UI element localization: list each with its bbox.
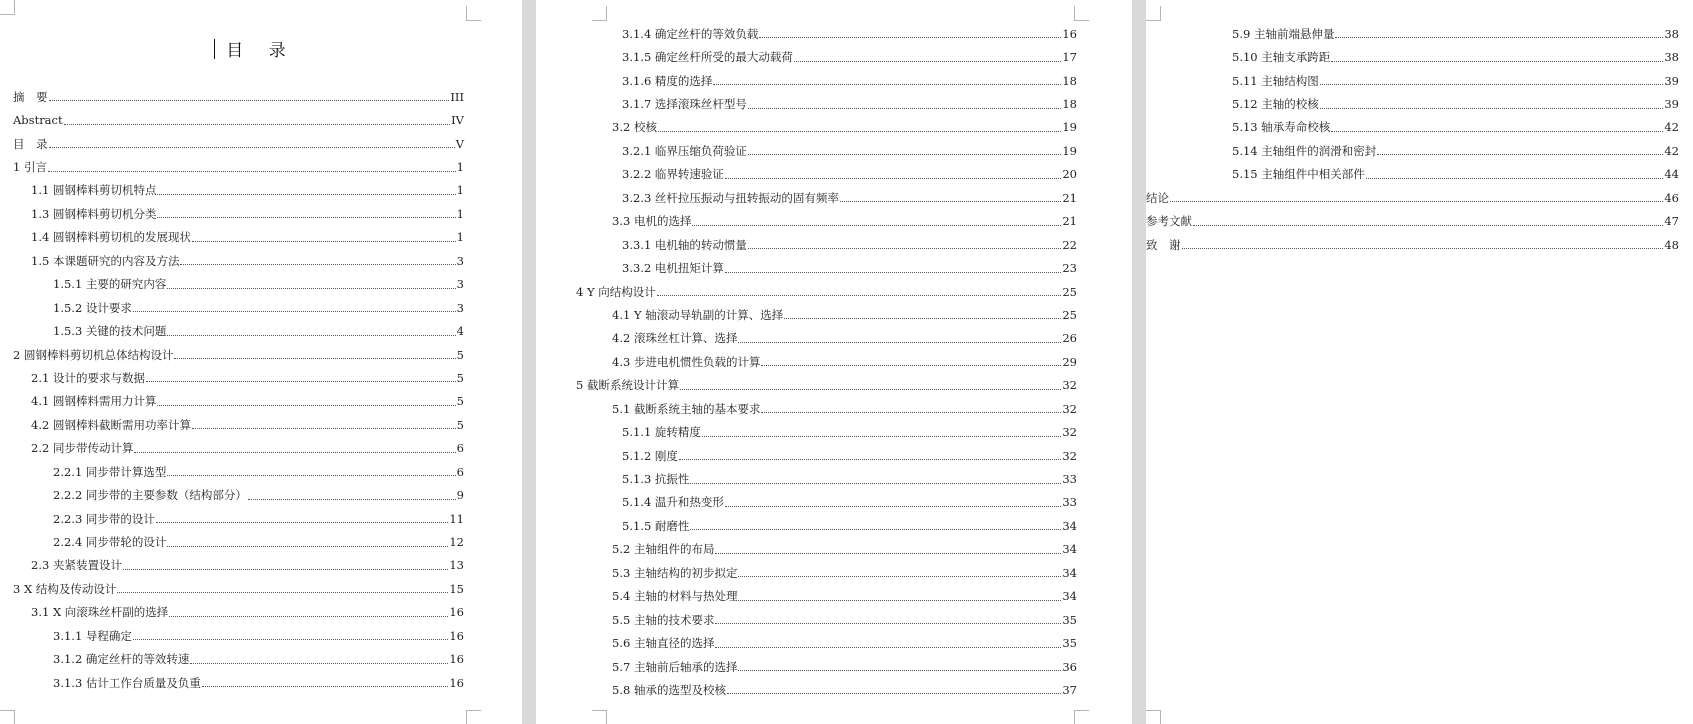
toc-entry-title: 2.2 同步带传动计算 xyxy=(31,441,134,456)
toc-entry[interactable] xyxy=(13,319,464,342)
toc-entry[interactable] xyxy=(622,45,1077,68)
page-corner-mark xyxy=(466,710,481,724)
toc-dot-leader xyxy=(202,686,448,687)
toc-entry-title: 5.6 主轴直径的选择 xyxy=(612,636,715,651)
toc-entry-title: 4.1 圆钢棒料需用力计算 xyxy=(31,394,157,409)
toc-entry-page-number: 1 xyxy=(456,230,464,245)
toc-entry[interactable] xyxy=(622,163,1077,186)
toc-entry-page-number: 32 xyxy=(1062,378,1077,393)
toc-entry-page-number: 17 xyxy=(1062,50,1077,65)
toc-entry[interactable] xyxy=(622,22,1077,45)
toc-dot-leader xyxy=(657,295,1062,296)
toc-entry-page-number: 21 xyxy=(1062,190,1077,205)
toc-dot-leader xyxy=(133,311,456,312)
toc-entry-title: 4 Y 向结构设计 xyxy=(576,284,656,299)
toc-entry[interactable] xyxy=(13,413,464,436)
toc-entry-title: 5 截断系统设计计算 xyxy=(576,378,679,393)
toc-entry-title: 5.12 主轴的校核 xyxy=(1232,97,1319,112)
toc-entry-page-number: 26 xyxy=(1062,331,1077,346)
toc-entry[interactable] xyxy=(13,648,464,671)
toc-entry-page-number: V xyxy=(455,136,464,151)
toc-dot-leader xyxy=(748,248,1061,249)
toc-entry-title: 3.1.3 估计工作台质量及负重 xyxy=(53,675,201,690)
toc-entry[interactable] xyxy=(1232,116,1679,139)
toc-dot-leader xyxy=(117,592,448,593)
toc-entry-page-number: 39 xyxy=(1664,97,1679,112)
toc-entry-page-number: 33 xyxy=(1062,495,1077,510)
toc-entry[interactable] xyxy=(594,350,1077,373)
toc-dot-leader xyxy=(725,272,1061,273)
toc-entry-page-number: 3 xyxy=(456,277,464,292)
toc-entry-title: 4.2 圆钢棒料截断需用功率计算 xyxy=(31,417,191,432)
toc-entry[interactable] xyxy=(13,273,464,296)
toc-entry-title: 5.10 主轴支承跨距 xyxy=(1232,50,1331,65)
toc-dot-leader xyxy=(1320,108,1664,109)
toc-entry-title: 致 谢 xyxy=(1146,237,1181,252)
toc-entry-title: 3.2.1 临界压缩负荷验证 xyxy=(622,143,747,158)
toc-entry-page-number: 44 xyxy=(1664,167,1679,182)
toc-entry[interactable] xyxy=(594,116,1077,139)
toc-entry[interactable] xyxy=(1232,69,1679,92)
toc-dot-leader xyxy=(133,639,448,640)
toc-dot-leader xyxy=(64,124,451,125)
toc-entry-page-number: 34 xyxy=(1062,565,1077,580)
toc-entry-page-number: 34 xyxy=(1062,542,1077,557)
page-corner-mark xyxy=(1146,6,1161,21)
toc-entry[interactable] xyxy=(13,671,464,694)
toc-entry-title: 5.1.5 耐磨性 xyxy=(622,518,690,533)
toc-dot-leader xyxy=(1182,248,1664,249)
toc-list xyxy=(1146,22,1679,256)
toc-entry-page-number: 25 xyxy=(1062,307,1077,322)
toc-entry[interactable] xyxy=(1232,92,1679,115)
toc-entry-title: Abstract xyxy=(13,113,63,128)
toc-entry-title: 摘 要 xyxy=(13,89,48,104)
page-corner-mark xyxy=(0,0,15,15)
toc-dot-leader xyxy=(794,61,1061,62)
toc-entry-page-number: 23 xyxy=(1062,261,1077,276)
toc-dot-leader xyxy=(1335,37,1663,38)
toc-entry-title: 3.2.2 临界转速验证 xyxy=(622,167,724,182)
toc-entry-title: 3.2.3 丝杆拉压振动与扭转振动的固有频率 xyxy=(622,190,839,205)
toc-entry-title: 2.1 设计的要求与数据 xyxy=(31,370,145,385)
toc-dot-leader xyxy=(690,483,1061,484)
toc-entry[interactable] xyxy=(13,507,464,530)
toc-entry[interactable] xyxy=(13,155,464,178)
toc-entry[interactable] xyxy=(594,303,1077,326)
toc-entry-page-number: 5 xyxy=(456,370,464,385)
toc-entry[interactable] xyxy=(13,530,464,553)
toc-entry-page-number: 25 xyxy=(1062,284,1077,299)
toc-entry-title: 3.2 校核 xyxy=(612,120,657,135)
toc-entry[interactable] xyxy=(13,601,464,624)
toc-entry-title: 1.5.3 关键的技术问题 xyxy=(53,324,167,339)
toc-dot-leader xyxy=(761,365,1061,366)
toc-entry-title: 1.4 圆钢棒料剪切机的发展现状 xyxy=(31,230,191,245)
toc-entry-title: 3.3 电机的选择 xyxy=(612,214,692,229)
toc-dot-leader xyxy=(748,154,1061,155)
toc-entry[interactable] xyxy=(594,655,1077,678)
toc-entry[interactable] xyxy=(13,577,464,600)
toc-entry[interactable] xyxy=(13,624,464,647)
toc-entry-page-number: 16 xyxy=(449,675,464,690)
toc-entry-title: 4.2 滚珠丝杠计算、选择 xyxy=(612,331,738,346)
toc-entry-title: 5.2 主轴组件的布局 xyxy=(612,542,715,557)
toc-entry-page-number: 13 xyxy=(449,558,464,573)
toc-entry-page-number: 22 xyxy=(1062,237,1077,252)
toc-dot-leader xyxy=(1331,131,1663,132)
toc-entry-page-number: 39 xyxy=(1664,73,1679,88)
toc-entry-title: 3.1.5 确定丝杆所受的最大动载荷 xyxy=(622,50,793,65)
toc-entry-page-number: 42 xyxy=(1664,143,1679,158)
toc-entry-title: 5.15 主轴组件中相关部件 xyxy=(1232,167,1365,182)
toc-entry-title: 1.5.1 主要的研究内容 xyxy=(53,277,167,292)
toc-entry-title: 3.1.6 精度的选择 xyxy=(622,73,713,88)
toc-entry-page-number: 20 xyxy=(1062,167,1077,182)
toc-dot-leader xyxy=(840,201,1061,202)
toc-entry-title: 目 录 xyxy=(13,136,48,151)
toc-dot-leader xyxy=(1366,178,1664,179)
toc-dot-leader xyxy=(738,600,1061,601)
toc-entry-title: 2 圆钢棒料剪切机总体结构设计 xyxy=(13,347,174,362)
toc-entry-page-number: 19 xyxy=(1062,120,1077,135)
toc-list xyxy=(13,85,464,694)
toc-entry[interactable] xyxy=(594,538,1077,561)
toc-dot-leader xyxy=(690,529,1061,530)
toc-dot-leader xyxy=(738,670,1061,671)
toc-entry[interactable] xyxy=(13,249,464,272)
toc-entry-page-number: 48 xyxy=(1664,237,1679,252)
toc-entry[interactable] xyxy=(13,202,464,225)
toc-entry[interactable] xyxy=(13,226,464,249)
toc-dot-leader xyxy=(738,576,1061,577)
toc-entry-title: 3.1.2 确定丝杆的等效转速 xyxy=(53,652,190,667)
toc-entry[interactable] xyxy=(622,69,1077,92)
toc-entry[interactable] xyxy=(1146,186,1679,209)
toc-dot-leader xyxy=(146,381,456,382)
toc-entry[interactable] xyxy=(13,296,464,319)
toc-dot-leader xyxy=(48,171,456,172)
toc-entry[interactable] xyxy=(594,397,1077,420)
toc-entry-page-number: 35 xyxy=(1062,612,1077,627)
toc-entry-page-number: 1 xyxy=(456,160,464,175)
toc-entry[interactable] xyxy=(622,186,1077,209)
toc-entry-title: 参考文献 xyxy=(1146,214,1192,229)
toc-dot-leader xyxy=(167,546,448,547)
toc-entry-page-number: 35 xyxy=(1062,636,1077,651)
toc-entry-title: 5.13 轴承寿命校核 xyxy=(1232,120,1331,135)
toc-entry-title: 4.1 Y 轴滚动导轨副的计算、选择 xyxy=(612,307,784,322)
toc-dot-leader xyxy=(134,452,455,453)
toc-entry[interactable] xyxy=(594,561,1077,584)
toc-entry[interactable] xyxy=(594,327,1077,350)
toc-entry[interactable] xyxy=(1146,233,1679,256)
toc-entry-page-number: 5 xyxy=(456,394,464,409)
toc-entry-page-number: 3 xyxy=(456,253,464,268)
toc-entry[interactable] xyxy=(594,678,1077,701)
toc-entry-title: 5.1.3 抗振性 xyxy=(622,472,690,487)
document-page-2 xyxy=(536,0,1132,724)
toc-entry[interactable] xyxy=(13,366,464,389)
toc-entry-page-number: 16 xyxy=(1062,26,1077,41)
toc-entry-title: 3.1.7 选择滚珠丝杆型号 xyxy=(622,97,747,112)
toc-entry-title: 1.1 圆钢棒料剪切机特点 xyxy=(31,183,157,198)
toc-dot-leader xyxy=(1377,154,1663,155)
toc-dot-leader xyxy=(715,647,1061,648)
toc-entry-page-number: 21 xyxy=(1062,214,1077,229)
toc-entry-title: 1.3 圆钢棒料剪切机分类 xyxy=(31,206,157,221)
toc-entry-page-number: 1 xyxy=(456,206,464,221)
toc-entry-title: 5.3 主轴结构的初步拟定 xyxy=(612,565,738,580)
toc-entry-page-number: 1 xyxy=(456,183,464,198)
toc-entry[interactable] xyxy=(594,585,1077,608)
toc-dot-leader xyxy=(658,131,1061,132)
toc-entry-page-number: 18 xyxy=(1062,97,1077,112)
toc-entry-page-number: 29 xyxy=(1062,354,1077,369)
toc-entry-page-number: 15 xyxy=(449,581,464,596)
toc-dot-leader xyxy=(174,358,455,359)
toc-dot-leader xyxy=(49,100,450,101)
toc-entry[interactable] xyxy=(622,491,1077,514)
toc-entry-page-number: 16 xyxy=(449,605,464,620)
toc-entry-title: 3.1 X 向滚珠丝杆副的选择 xyxy=(31,605,169,620)
toc-entry-page-number: 32 xyxy=(1062,448,1077,463)
toc-dot-leader xyxy=(1170,201,1663,202)
toc-entry[interactable] xyxy=(622,256,1077,279)
toc-entry-title: 5.1 截断系统主轴的基本要求 xyxy=(612,401,761,416)
toc-entry[interactable] xyxy=(1232,139,1679,162)
page-corner-mark xyxy=(592,6,607,21)
toc-entry-page-number: IV xyxy=(451,113,464,128)
toc-entry-page-number: 18 xyxy=(1062,73,1077,88)
toc-dot-leader xyxy=(157,194,455,195)
toc-dot-leader xyxy=(49,147,455,148)
toc-entry-title: 2.2.3 同步带的设计 xyxy=(53,511,155,526)
toc-dot-leader xyxy=(727,693,1061,694)
toc-dot-leader xyxy=(167,475,455,476)
toc-entry-title: 2.2.1 同步带计算选型 xyxy=(53,464,167,479)
toc-dot-leader xyxy=(759,37,1061,38)
toc-entry[interactable] xyxy=(13,460,464,483)
toc-entry-page-number: 32 xyxy=(1062,425,1077,440)
toc-entry-title: 1 引言 xyxy=(13,160,47,175)
toc-entry[interactable] xyxy=(13,132,464,155)
toc-entry-title: 5.11 主轴结构图 xyxy=(1232,73,1319,88)
toc-entry-title: 3 X 结构及传动设计 xyxy=(13,581,117,596)
toc-list xyxy=(576,22,1077,702)
page-corner-mark xyxy=(1074,710,1089,724)
toc-entry-title: 3.1.4 确定丝杆的等效负载 xyxy=(622,26,759,41)
toc-entry[interactable] xyxy=(622,444,1077,467)
toc-dot-leader xyxy=(748,108,1061,109)
toc-dot-leader xyxy=(169,616,448,617)
toc-entry-title: 5.1.4 温升和热变形 xyxy=(622,495,724,510)
toc-dot-leader xyxy=(725,178,1061,179)
toc-entry-page-number: III xyxy=(450,89,464,104)
toc-entry-page-number: 19 xyxy=(1062,143,1077,158)
toc-dot-leader xyxy=(702,436,1061,437)
toc-dot-leader xyxy=(692,225,1061,226)
toc-entry-page-number: 36 xyxy=(1062,659,1077,674)
toc-entry-page-number: 47 xyxy=(1664,214,1679,229)
toc-entry-title: 5.8 轴承的选型及校核 xyxy=(612,682,726,697)
toc-entry-page-number: 34 xyxy=(1062,589,1077,604)
toc-entry-title: 3.3.1 电机轴的转动惯量 xyxy=(622,237,747,252)
toc-title: 目 录 xyxy=(226,41,296,61)
toc-dot-leader xyxy=(1320,84,1664,85)
toc-entry[interactable] xyxy=(13,108,464,131)
toc-entry-page-number: 46 xyxy=(1664,190,1679,205)
page-corner-mark xyxy=(1074,6,1089,21)
toc-entry-page-number: 5 xyxy=(456,417,464,432)
toc-entry[interactable] xyxy=(576,374,1077,397)
toc-entry[interactable] xyxy=(594,608,1077,631)
toc-entry-title: 2.3 夹紧装置设计 xyxy=(31,558,122,573)
toc-entry-page-number: 6 xyxy=(456,441,464,456)
toc-entry-page-number: 6 xyxy=(456,464,464,479)
toc-entry[interactable] xyxy=(1232,45,1679,68)
toc-entry-page-number: 38 xyxy=(1664,26,1679,41)
toc-dot-leader xyxy=(157,405,455,406)
toc-entry-title: 5.4 主轴的材料与热处理 xyxy=(612,589,738,604)
toc-entry[interactable] xyxy=(594,631,1077,654)
toc-dot-leader xyxy=(725,506,1061,507)
toc-entry[interactable] xyxy=(1232,22,1679,45)
toc-entry-page-number: 9 xyxy=(456,488,464,503)
page-corner-mark xyxy=(466,6,481,21)
toc-entry-page-number: 37 xyxy=(1062,682,1077,697)
toc-entry[interactable] xyxy=(1146,210,1679,233)
toc-dot-leader xyxy=(738,342,1061,343)
page-corner-mark xyxy=(0,710,15,724)
toc-entry[interactable] xyxy=(13,437,464,460)
toc-dot-leader xyxy=(1331,61,1663,62)
toc-entry-page-number: 4 xyxy=(456,324,464,339)
toc-entry[interactable] xyxy=(1232,163,1679,186)
toc-dot-leader xyxy=(715,623,1061,624)
toc-entry[interactable] xyxy=(13,483,464,506)
toc-dot-leader xyxy=(1193,225,1663,226)
toc-dot-leader xyxy=(156,522,448,523)
toc-entry-title: 2.2.2 同步带的主要参数（结构部分） xyxy=(53,488,247,503)
toc-entry[interactable] xyxy=(13,85,464,108)
toc-entry[interactable] xyxy=(13,554,464,577)
toc-dot-leader xyxy=(167,335,455,336)
toc-entry-page-number: 38 xyxy=(1664,50,1679,65)
toc-entry[interactable] xyxy=(594,210,1077,233)
toc-entry-title: 1.5 本课题研究的内容及方法 xyxy=(31,253,180,268)
toc-entry[interactable] xyxy=(622,92,1077,115)
toc-entry-title: 4.3 步进电机惯性负载的计算 xyxy=(612,354,761,369)
toc-entry-title: 3.1.1 导程确定 xyxy=(53,628,132,643)
page-corner-mark xyxy=(592,710,607,724)
toc-entry-page-number: 33 xyxy=(1062,472,1077,487)
toc-dot-leader xyxy=(248,499,456,500)
toc-entry-title: 5.5 主轴的技术要求 xyxy=(612,612,715,627)
toc-dot-leader xyxy=(680,389,1061,390)
toc-entry[interactable] xyxy=(13,390,464,413)
toc-dot-leader xyxy=(192,241,456,242)
toc-entry-page-number: 5 xyxy=(456,347,464,362)
toc-dot-leader xyxy=(761,412,1061,413)
toc-entry-page-number: 12 xyxy=(449,535,464,550)
toc-entry[interactable] xyxy=(622,420,1077,443)
toc-dot-leader xyxy=(157,217,455,218)
toc-entry-page-number: 16 xyxy=(449,628,464,643)
toc-entry-title: 2.2.4 同步带轮的设计 xyxy=(53,535,167,550)
toc-entry-title: 5.7 主轴前后轴承的选择 xyxy=(612,659,738,674)
toc-dot-leader xyxy=(784,318,1061,319)
toc-entry-page-number: 34 xyxy=(1062,518,1077,533)
toc-entry-page-number: 16 xyxy=(449,652,464,667)
toc-dot-leader xyxy=(715,553,1061,554)
toc-dot-leader xyxy=(190,663,448,664)
toc-entry[interactable] xyxy=(576,280,1077,303)
toc-entry-title: 5.1.1 旋转精度 xyxy=(622,425,701,440)
toc-dot-leader xyxy=(713,84,1061,85)
toc-entry-page-number: 42 xyxy=(1664,120,1679,135)
toc-dot-leader xyxy=(180,264,455,265)
toc-entry-page-number: 3 xyxy=(456,300,464,315)
toc-entry-title: 5.9 主轴前端悬伸量 xyxy=(1232,26,1335,41)
toc-entry-title: 3.3.2 电机扭矩计算 xyxy=(622,261,724,276)
toc-entry[interactable] xyxy=(13,343,464,366)
page-corner-mark xyxy=(1146,710,1161,724)
toc-entry[interactable] xyxy=(622,514,1077,537)
toc-dot-leader xyxy=(192,428,456,429)
toc-entry[interactable] xyxy=(13,179,464,202)
toc-dot-leader xyxy=(679,459,1061,460)
toc-entry-title: 5.1.2 刚度 xyxy=(622,448,678,463)
document-page-1 xyxy=(0,0,522,724)
toc-entry-title: 结论 xyxy=(1146,190,1169,205)
toc-entry-title: 5.14 主轴组件的润滑和密封 xyxy=(1232,143,1377,158)
document-page-3 xyxy=(1146,0,1693,724)
toc-dot-leader xyxy=(167,288,455,289)
toc-entry-title: 1.5.2 设计要求 xyxy=(53,300,132,315)
toc-entry[interactable] xyxy=(622,139,1077,162)
toc-entry[interactable] xyxy=(622,233,1077,256)
toc-dot-leader xyxy=(123,569,448,570)
toc-entry-page-number: 32 xyxy=(1062,401,1077,416)
toc-entry[interactable] xyxy=(622,467,1077,490)
toc-entry-page-number: 11 xyxy=(449,511,464,526)
